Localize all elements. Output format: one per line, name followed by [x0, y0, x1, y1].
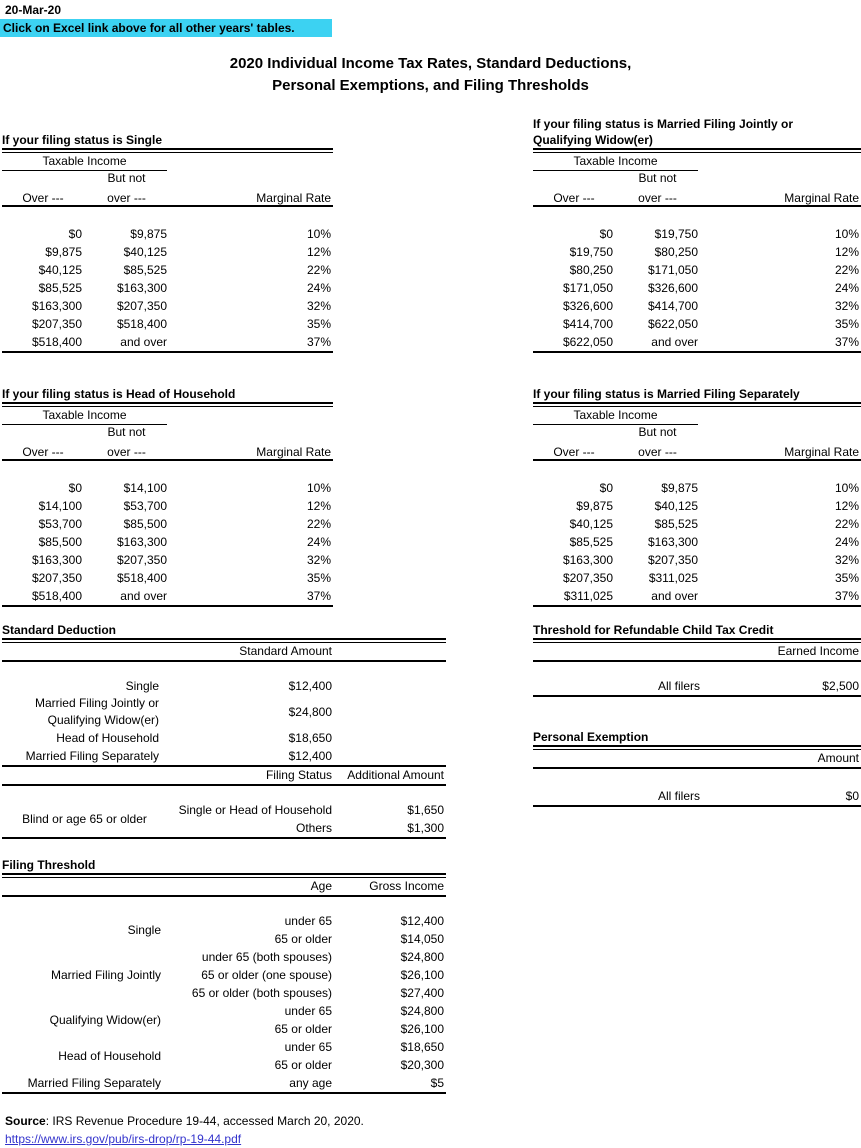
but-not-label: But not	[638, 171, 677, 185]
bracket-rate-cell: 35%	[834, 571, 859, 585]
bracket-rate-cell: 12%	[306, 245, 331, 259]
bracket-rate-cell: 24%	[834, 281, 859, 295]
all-filers-label: All filers	[657, 789, 700, 803]
source-text	[5, 1112, 364, 1130]
bracket-butnot-cell: and over	[651, 589, 698, 603]
rule	[533, 695, 861, 697]
bracket-butnot-cell: and over	[120, 335, 167, 349]
rule	[2, 895, 446, 897]
ft-group-label: Married Filing Jointly	[50, 967, 161, 982]
bracket-butnot-cell: $163,300	[116, 535, 167, 549]
rule	[2, 660, 446, 662]
bracket-over-cell: $207,350	[31, 317, 82, 331]
bracket-rate-cell: 24%	[306, 281, 331, 295]
ft-group-rows	[167, 948, 446, 1002]
age-label: Age	[310, 879, 332, 893]
spacer	[2, 643, 167, 660]
bracket-over-cell: $622,050	[562, 335, 613, 349]
bracket-butnot-cell: $9,875	[130, 227, 167, 241]
bracket-rate-cell: 22%	[306, 517, 331, 531]
ft-group	[2, 1074, 446, 1092]
personal-exemption-title: Personal Exemption	[533, 730, 649, 744]
sd-row-amount: $12,400	[288, 749, 332, 763]
bracket-butnot-cell: $19,750	[654, 227, 698, 241]
sd-row-label	[2, 678, 167, 695]
over-label: Over ---	[22, 191, 64, 205]
spacer	[2, 767, 167, 784]
bracket-butnot-cell: $40,125	[654, 499, 698, 513]
bracket-rate-cell: 12%	[306, 499, 331, 513]
ft-income-cell: $18,650	[400, 1040, 444, 1054]
page-title	[0, 53, 861, 97]
label-line: Married Filing Jointly or	[34, 696, 159, 710]
title-line: If your filing status is Head of Household	[2, 387, 236, 401]
all-filers-value: $2,500	[822, 679, 859, 693]
ft-age-cell: 65 or older (both spouses)	[191, 986, 332, 1000]
page-title-line1: 2020 Individual Income Tax Rates, Standard Deductions,	[229, 55, 632, 72]
taxable-income-header: Taxable Income	[533, 407, 698, 425]
source-note	[5, 1112, 364, 1148]
bracket-over-cell: $414,700	[562, 317, 613, 331]
marginal-rate-label: Marginal Rate	[256, 445, 331, 459]
title-line: If your filing status is Married Filing Jointly or	[533, 117, 794, 131]
bracket-butnot-cell: $207,350	[647, 553, 698, 567]
spacer	[2, 878, 167, 895]
rule	[533, 767, 861, 769]
rate-table-title	[2, 132, 333, 148]
bracket-over-cell: $171,050	[562, 281, 613, 295]
rate-table-rows	[533, 479, 861, 605]
bracket-butnot-cell: $9,875	[661, 481, 698, 495]
bracket-butnot-cell: $518,400	[116, 571, 167, 585]
ft-income-cell: $5	[430, 1076, 444, 1090]
bracket-rate-cell: 35%	[306, 571, 331, 585]
ft-age-cell: under 65	[284, 1040, 332, 1054]
label-line: Married Filing Separately	[25, 748, 159, 763]
taxable-income-header: Taxable Income	[2, 407, 167, 425]
bracket-over-cell: $85,525	[38, 281, 82, 295]
ft-group	[2, 948, 446, 1002]
rate-table-married-jointly	[533, 116, 861, 353]
bracket-over-cell: $311,025	[563, 589, 613, 603]
date-label: 20-Mar-20	[5, 3, 62, 17]
bracket-butnot-cell: and over	[120, 589, 167, 603]
but-not-over-label: over ---	[107, 191, 146, 205]
label-line: Head of Household	[56, 730, 159, 745]
additional-amount-label: Additional Amount	[347, 768, 444, 782]
ft-age-cell: 65 or older	[274, 932, 332, 946]
bracket-rate-cell: 35%	[306, 317, 331, 331]
label-line: Single	[125, 678, 159, 693]
ft-group-label: Qualifying Widow(er)	[49, 1012, 161, 1027]
bracket-butnot-cell: $53,700	[123, 499, 167, 513]
ft-age-cell: 65 or older	[274, 1022, 332, 1036]
title-line: If your filing status is Married Filing Separately	[533, 387, 800, 401]
title-line: Qualifying Widow(er)	[533, 133, 653, 147]
but-not-header	[2, 171, 333, 186]
standard-deduction-title: Standard Deduction	[2, 623, 117, 637]
but-not-over-label: over ---	[638, 445, 677, 459]
bracket-over-cell: $0	[599, 227, 613, 241]
but-not-header	[533, 425, 861, 440]
ft-group-label: Single	[127, 922, 161, 937]
filing-threshold-title: Filing Threshold	[2, 858, 96, 872]
ft-group-rows	[167, 1038, 446, 1074]
ft-income-cell: $26,100	[400, 1022, 444, 1036]
all-filers-label: All filers	[657, 679, 700, 693]
bracket-butnot-cell: $414,700	[647, 299, 698, 313]
bracket-rate-cell: 37%	[306, 589, 331, 603]
rule	[2, 837, 446, 839]
sd-row	[2, 747, 446, 765]
spacer	[334, 643, 446, 660]
ft-age-cell: 65 or older (one spouse)	[201, 968, 332, 982]
bracket-rate-cell: 32%	[306, 299, 331, 313]
rule	[533, 605, 861, 607]
over-label: Over ---	[553, 445, 595, 459]
bracket-over-cell: $14,100	[38, 499, 82, 513]
ft-age-cell: 65 or older	[274, 1058, 332, 1072]
excel-note-banner	[0, 19, 332, 37]
sd-row-label	[2, 730, 167, 747]
bracket-rate-cell: 32%	[306, 553, 331, 567]
ft-group-label: Head of Household	[58, 1048, 161, 1063]
marginal-rate-label: Marginal Rate	[784, 191, 859, 205]
rule	[533, 660, 861, 662]
all-filers-row	[533, 677, 861, 695]
rate-table-title	[533, 116, 861, 148]
bracket-over-cell: $9,875	[576, 499, 613, 513]
but-not-label: But not	[107, 171, 146, 185]
ft-income-cell: $27,400	[400, 986, 444, 1000]
bracket-rate-cell: 10%	[306, 481, 331, 495]
rate-table-head-of-household	[2, 386, 333, 607]
bracket-rate-cell: 12%	[834, 245, 859, 259]
bracket-rate-cell: 10%	[834, 227, 859, 241]
rate-table-rows	[2, 479, 333, 605]
gross-income-label: Gross Income	[369, 879, 444, 893]
rate-table-married-separately	[533, 386, 861, 607]
bracket-butnot-cell: $80,250	[654, 245, 698, 259]
rule	[533, 351, 861, 353]
filing-threshold-section	[2, 857, 446, 1094]
sd-row-label	[2, 748, 167, 765]
taxable-income-header: Taxable Income	[2, 153, 167, 171]
child-tax-credit-section	[533, 622, 861, 697]
bracket-over-cell: $326,600	[562, 299, 613, 313]
bracket-rate-cell: 24%	[306, 535, 331, 549]
bracket-rate-cell: 35%	[834, 317, 859, 331]
ft-income-cell: $14,050	[400, 932, 444, 946]
ft-group	[2, 1002, 446, 1038]
filing-threshold-header-row	[2, 878, 446, 895]
blind-or-65-label: Blind or age 65 or older	[22, 811, 147, 826]
ft-age-cell: any age	[289, 1076, 332, 1090]
bracket-over-cell: $53,700	[38, 517, 82, 531]
all-filers-row	[533, 787, 861, 805]
ft-group-rows	[167, 1074, 446, 1092]
bracket-rate-cell: 32%	[834, 553, 859, 567]
filing-status-label: Filing Status	[265, 768, 332, 782]
sd-row-label	[2, 695, 167, 729]
sd-row-amount: $12,400	[288, 679, 332, 693]
but-not-header	[533, 171, 861, 186]
bracket-butnot-cell: $85,500	[123, 517, 167, 531]
bracket-butnot-cell: $207,350	[116, 553, 167, 567]
bracket-butnot-cell: and over	[651, 335, 698, 349]
sd-row	[2, 695, 446, 729]
bracket-butnot-cell: $207,350	[116, 299, 167, 313]
bracket-over-cell: $163,300	[31, 553, 82, 567]
bracket-rate-cell: 22%	[834, 263, 859, 277]
bracket-rate-cell: 12%	[834, 499, 859, 513]
ft-group-rows	[167, 912, 446, 948]
rule	[533, 459, 861, 461]
ft-groups	[2, 912, 446, 1092]
bracket-over-cell: $207,350	[562, 571, 613, 585]
ft-income-cell: $24,800	[400, 950, 444, 964]
ft-group	[2, 912, 446, 948]
bracket-butnot-cell: $311,025	[648, 571, 698, 585]
bracket-over-cell: $0	[68, 227, 82, 241]
taxable-income-header: Taxable Income	[533, 153, 698, 171]
bracket-over-cell: $207,350	[31, 571, 82, 585]
source-word: Source	[5, 1114, 46, 1128]
rule	[2, 1092, 446, 1094]
column-headers	[533, 440, 861, 459]
ft-income-cell: $12,400	[400, 914, 444, 928]
bracket-rate-cell: 24%	[834, 535, 859, 549]
bracket-over-cell: $19,750	[569, 245, 613, 259]
title-line: If your filing status is Single	[2, 133, 163, 147]
additional-status-cell: Single or Head of Household	[178, 803, 332, 817]
rate-table-title	[2, 386, 333, 402]
ft-group	[2, 1038, 446, 1074]
over-label: Over ---	[22, 445, 64, 459]
bracket-rate-cell: 22%	[834, 517, 859, 531]
ft-age-cell: under 65	[284, 1004, 332, 1018]
source-link[interactable]: https://www.irs.gov/pub/irs-drop/rp-19-44.pdf	[5, 1132, 242, 1146]
bracket-rate-cell: 37%	[834, 589, 859, 603]
rule	[2, 459, 333, 461]
sd-rows	[2, 677, 446, 765]
ft-group-label: Married Filing Separately	[27, 1075, 161, 1090]
bracket-rate-cell: 10%	[306, 227, 331, 241]
ft-age-cell: under 65	[284, 914, 332, 928]
sd-row	[2, 677, 446, 695]
bracket-butnot-cell: $14,100	[123, 481, 167, 495]
bracket-over-cell: $85,500	[38, 535, 82, 549]
bracket-rate-cell: 32%	[834, 299, 859, 313]
over-label: Over ---	[553, 191, 595, 205]
rule	[2, 605, 333, 607]
personal-exemption-section	[533, 729, 861, 807]
additional-amount-header-row	[2, 767, 446, 784]
bracket-butnot-cell: $85,525	[123, 263, 167, 277]
additional-status-cell: Others	[295, 821, 332, 835]
but-not-label: But not	[638, 425, 677, 439]
sd-row-amount: $24,800	[288, 705, 332, 719]
bracket-butnot-cell: $40,125	[123, 245, 167, 259]
bracket-butnot-cell: $518,400	[116, 317, 167, 331]
additional-amount-cell: $1,300	[407, 821, 444, 835]
excel-note-text: Click on Excel link above for all other years' tables.	[3, 21, 295, 35]
bracket-butnot-cell: $326,600	[647, 281, 698, 295]
child-tax-credit-title: Threshold for Refundable Child Tax Credit	[533, 623, 774, 637]
bracket-rate-cell: 37%	[306, 335, 331, 349]
ft-income-cell: $26,100	[400, 968, 444, 982]
bracket-butnot-cell: $163,300	[647, 535, 698, 549]
rule	[533, 805, 861, 807]
bracket-over-cell: $163,300	[31, 299, 82, 313]
rate-table-rows	[533, 225, 861, 351]
rule	[2, 351, 333, 353]
rate-table-single	[2, 132, 333, 353]
sd-row-amount: $18,650	[288, 731, 332, 745]
bracket-over-cell: $518,400	[31, 589, 82, 603]
bracket-rate-cell: 37%	[834, 335, 859, 349]
but-not-over-label: over ---	[638, 191, 677, 205]
bracket-over-cell: $0	[68, 481, 82, 495]
bracket-over-cell: $85,525	[569, 535, 613, 549]
source-rest: : IRS Revenue Procedure 19-44, accessed March 20, 2020.	[45, 1114, 364, 1128]
bracket-over-cell: $163,300	[562, 553, 613, 567]
sd-row	[2, 729, 446, 747]
bracket-over-cell: $80,250	[569, 263, 613, 277]
column-headers	[2, 186, 333, 205]
bracket-over-cell: $9,875	[45, 245, 82, 259]
rule	[2, 784, 446, 786]
bracket-butnot-cell: $163,300	[116, 281, 167, 295]
ft-age-cell: under 65 (both spouses)	[201, 950, 332, 964]
additional-deduction-group	[2, 801, 446, 837]
sd-additional-rows	[167, 801, 446, 837]
bracket-butnot-cell: $171,050	[647, 263, 698, 277]
but-not-over-label: over ---	[107, 445, 146, 459]
ft-group-rows	[167, 1002, 446, 1038]
standard-amount-header-row	[2, 643, 446, 660]
bracket-over-cell: $40,125	[38, 263, 82, 277]
bracket-over-cell: $40,125	[569, 517, 613, 531]
bracket-over-cell: $518,400	[31, 335, 82, 349]
page-title-line2: Personal Exemptions, and Filing Thresholds	[272, 77, 589, 94]
earned-income-label: Earned Income	[777, 644, 859, 658]
label-line: Qualifying Widow(er)	[47, 713, 159, 727]
standard-deduction-section	[2, 622, 446, 839]
amount-label: Amount	[817, 751, 859, 765]
bracket-butnot-cell: $85,525	[654, 517, 698, 531]
all-filers-value: $0	[845, 789, 859, 803]
marginal-rate-label: Marginal Rate	[256, 191, 331, 205]
rate-table-title	[533, 386, 861, 402]
bracket-over-cell: $0	[599, 481, 613, 495]
bracket-rate-cell: 22%	[306, 263, 331, 277]
column-headers	[533, 186, 861, 205]
standard-amount-label: Standard Amount	[239, 644, 332, 658]
ft-income-cell: $24,800	[400, 1004, 444, 1018]
additional-amount-cell: $1,650	[407, 803, 444, 817]
but-not-label: But not	[107, 425, 146, 439]
rule	[533, 205, 861, 207]
but-not-header	[2, 425, 333, 440]
rate-table-rows	[2, 225, 333, 351]
column-headers	[2, 440, 333, 459]
bracket-butnot-cell: $622,050	[647, 317, 698, 331]
marginal-rate-label: Marginal Rate	[784, 445, 859, 459]
ft-income-cell: $20,300	[400, 1058, 444, 1072]
bracket-rate-cell: 10%	[834, 481, 859, 495]
rule	[2, 205, 333, 207]
